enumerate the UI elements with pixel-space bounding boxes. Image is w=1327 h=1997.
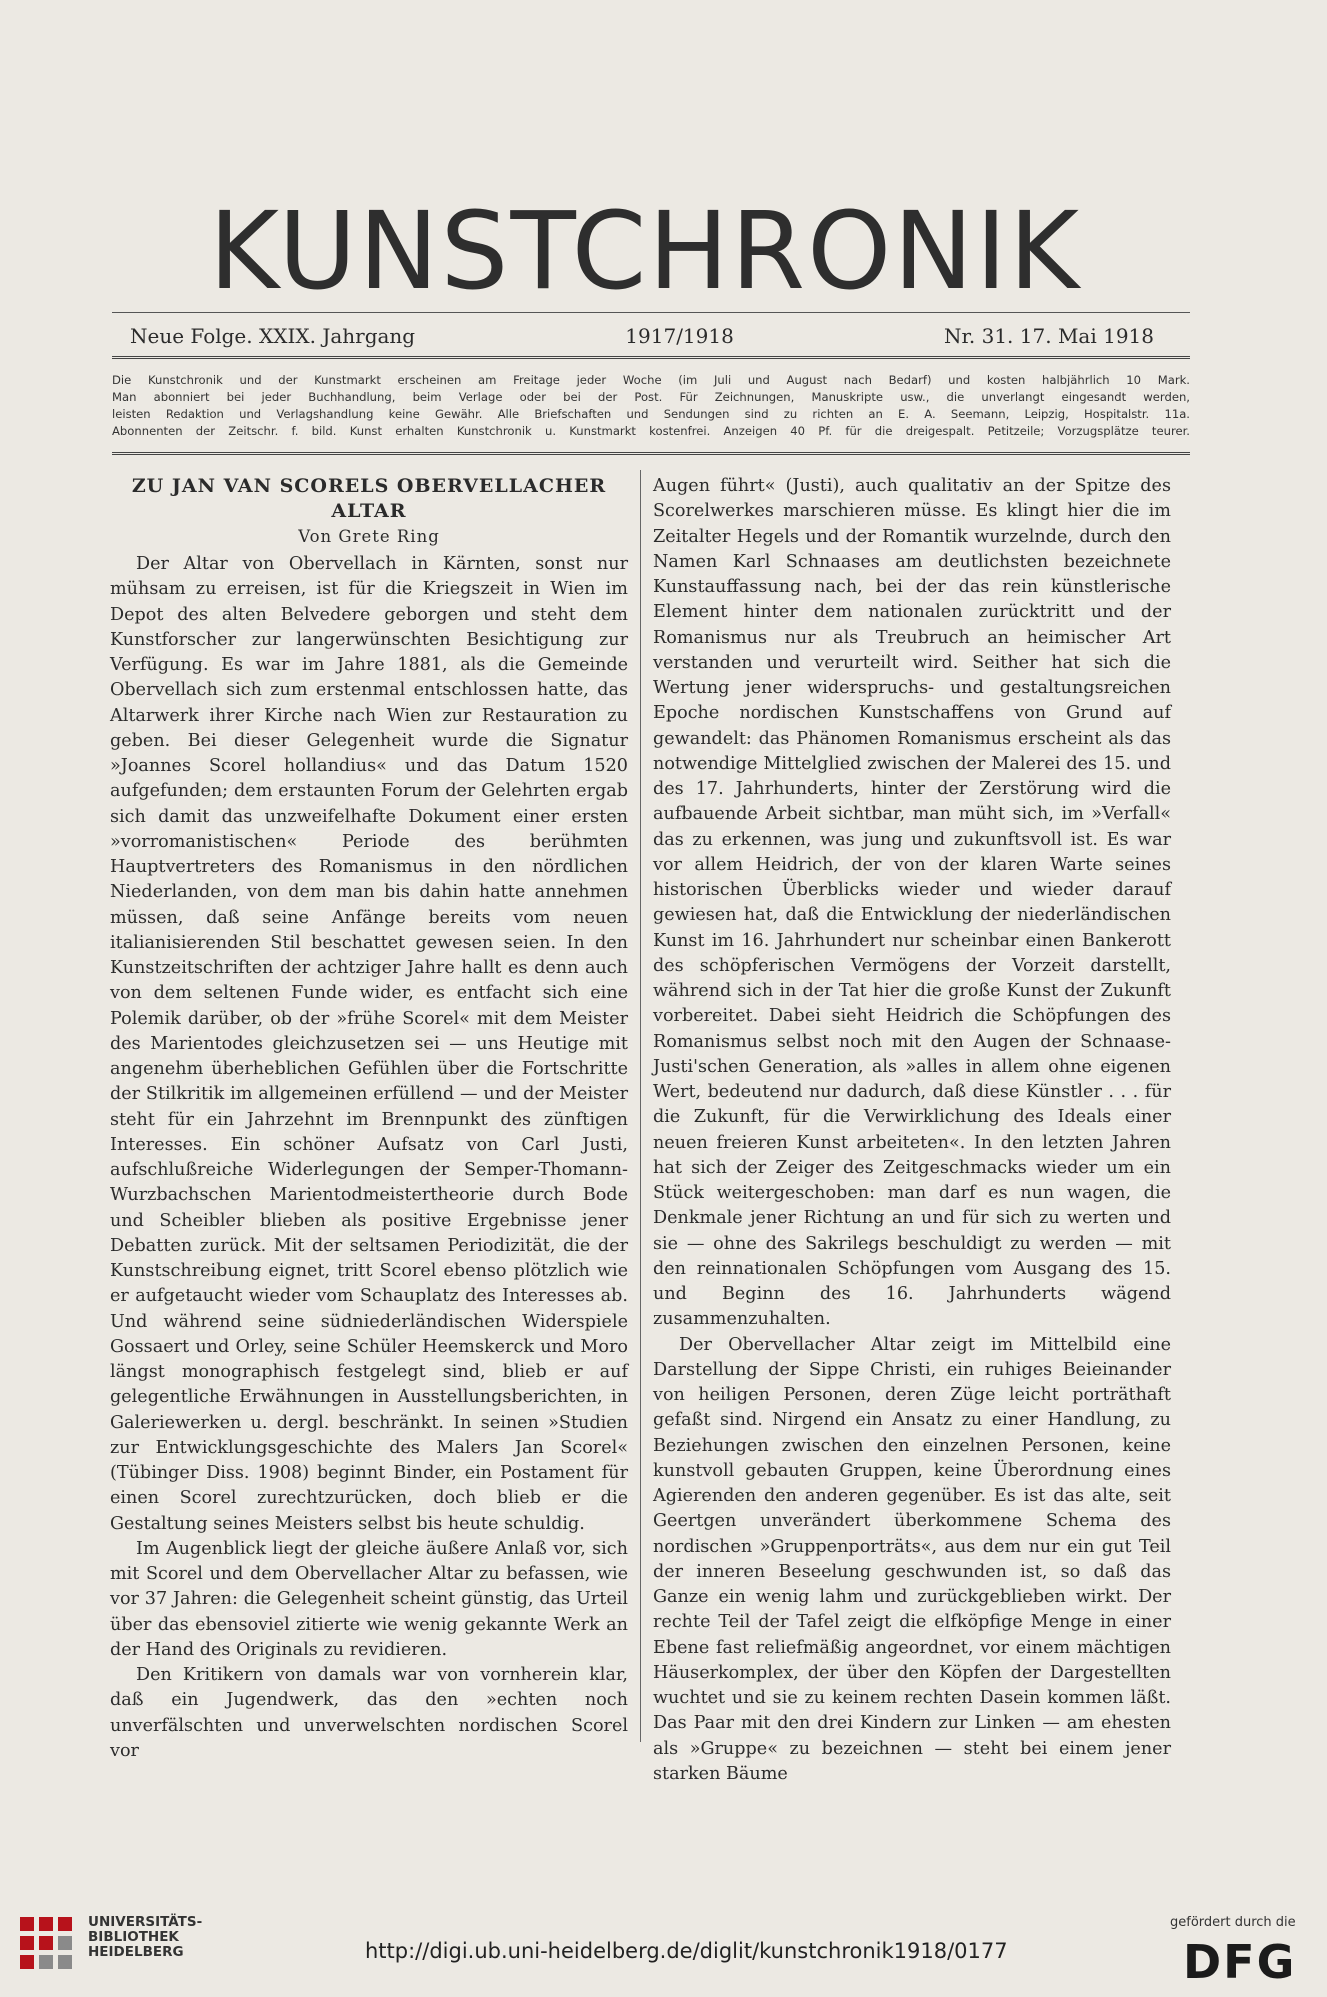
article-byline: Von Grete Ring — [298, 527, 440, 546]
notice-line: Abonnenten der Zeitschr. f. bild. Kunst erhalten Kunstchronik u. Kunstmarkt kostenfrei. Anzeigen 40 Pf. für die dreigespalt. Petitzeile; Vorzugsplätze teurer. — [112, 424, 1190, 438]
article-paragraph: Augen führt« (Justi), auch qualitativ an der Spitze des Scorelwerkes marschieren müsse. Es klingt hier die im Zeitalter Hegels und der Romantik wurzelnde, durch den Namen Karl Schnaases am deutlichsten bezeichnete Kunstauffassung nach, bei der das rein künstlerische Element hinter dem nationalen zurücktritt und der Romanismus nur als Treubruch an heimischer Art verstanden und verurteilt wird. Seither hat sich die Wertung jener widerspruchs- und gestaltungsreichen Epoche nordischen Kunstschaffens von Grund auf gewandelt: das Phänomen Romanismus erscheint als das notwendige Mittelglied zwischen der Malerei des 15. und des 17. Jahrhunderts, hinter der Zerstörung wird die aufbauende Arbeit sichtbar, man müht sich, im »Verfall« das zu erkennen, was jung und zukunftsvoll ist. Es war vor allem Heidrich, der von der klaren Warte seines historischen Überblicks wieder und wieder darauf gewiesen hat, daß die Entwicklung der niederländischen Kunst im 16. Jahrhundert nur scheinbar einen Bankerott des schöpferischen Vermögens der Vorzeit darstellt, während sich in der Tat hier die große Kunst der Zukunft vorbereitet. Dabei sieht Heidrich die Schöpfungen des Romanismus selbst noch mit den Augen der Schnaase-Justi'schen Generation, als »alles in allem ohne eigenen Wert, bedeutend nur dadurch, daß diese Künstler . . . für die Zukunft, für die Verwirklichung des Ideals einer neuen freieren Kunst arbeiteten«. In den letzten Jahren hat sich der Zeiger des Zeitgeschmacks wieder um ein Stück weitergeschoben: man darf es nun wagen, die Denkmale jener Richtung an und für sich zu werten und sie — ohne des Sakrilegs beschuldigt zu werden — mit den reinnationalen Schöpfungen vom Ausgang des 15. und Beginn des 16. Jahrhunderts wägend zusammenzuhalten. — [653, 476, 1171, 1330]
library-name-line: UNIVERSITÄTS- — [88, 1914, 203, 1930]
library-name-line: HEIDELBERG — [88, 1944, 184, 1960]
masthead-title: KUNSTCHRONIK — [208, 190, 1082, 314]
notice-line: Man abonniert bei jeder Buchhandlung, beim Verlage oder bei der Post. Für Zeichnungen, Manuskripte usw., die unverlangt eingesandt werden, — [112, 390, 1190, 404]
volume-years: 1917/1918 — [625, 324, 734, 348]
article-title: ZU JAN VAN SCORELS OBERVELLACHER ALTAR — [131, 475, 607, 522]
notice-line: leisten Redaktion und Verlagshandlung keine Gewähr. Alle Briefschaften und Sendungen sind zu richten an E. A. Seemann, Leipzig, Hospitalstr. 11a. — [112, 407, 1190, 421]
article-paragraph: Im Augenblick liegt der gleiche äußere Anlaß vor, sich mit Scorel und dem Obervellacher Altar zu befassen, wie vor 37 Jahren: die Gelegenheit scheint günstig, das Urteil über das ebensoviel zitierte wie wenig gekannte Werk an der Hand des Originals zu revidieren. — [110, 1538, 628, 1660]
university-library-logo-icon — [14, 1911, 78, 1975]
folio-rule — [112, 356, 1190, 359]
sponsor-note: gefördert durch die — [1170, 1915, 1296, 1930]
folio-line — [130, 323, 1154, 349]
article-paragraph: Den Kritikern von damals war von vornherein klar, daß ein Jugendwerk, das den »echten noch unverfälschten und unverwelschten nordischen Scorel vor — [110, 1665, 628, 1761]
column-divider — [640, 470, 641, 1742]
dfg-logo: DFG — [1183, 1935, 1297, 1989]
subscription-notice — [112, 372, 1190, 440]
digitization-footer — [0, 1897, 1327, 1997]
notice-line: Die Kunstchronik und der Kunstmarkt erscheinen am Freitage jeder Woche (im Juli und August nach Bedarf) und kosten halbjährlich 10 Mark. — [112, 373, 1190, 387]
issue-date: Nr. 31. 17. Mai 1918 — [944, 324, 1154, 348]
series-volume: Neue Folge. XXIX. Jahrgang — [130, 324, 416, 348]
article-paragraph: Der Altar von Obervellach in Kärnten, sonst nur mühsam zu erreisen, ist für die Kriegszeit in Wien im Depot des alten Belvedere geborgen und steht dem Kunstforscher zur langerwünschten Besichtigung zur Verfügung. Es war im Jahre 1881, als die Gemeinde Obervellach sich zum erstenmal entschlossen hatte, das Altarwerk ihrer Kirche nach Wien zur Restauration zu geben. Bei dieser Gelegenheit wurde die Signatur »Joannes Scorel hollandius« und das Datum 1520 aufgefunden; dem erstaunten Forum der Gelehrten ergab sich damit das unzweifelhafte Dokument einer ersten »vorromanistischen« Periode des berühmten Hauptvertreters des Romanismus in den nördlichen Niederlanden, von dem man bis dahin hatte annehmen müssen, daß seine Anfänge bereits vom neuen italianisierenden Stil beschattet gewesen seien. In den Kunstzeitschriften der achtziger Jahre hallt es denn auch von dem seltenen Funde wider, es entfacht sich eine Polemik darüber, ob der »frühe Scorel« mit dem Meister des Marientodes gleichzusetzen sei — uns Heutige mit angenehm überheblichen Gefühlen über die Fortschritte der Stilkritik im allgemeinen erfüllend — und der Meister steht für ein Jahrzehnt im Brennpunkt des zünftigen Interesses. Ein schöner Aufsatz von Carl Justi, aufschlußreiche Widerlegungen der Semper-Thomann-Wurzbachschen Marientodmeistertheorie durch Bode und Scheibler blieben als positive Ergebnisse jener Debatten zurück. Mit der seltsamen Periodizität, die der Kunstschreibung eignet, tritt Scorel ebenso plötzlich wie er aufgetaucht wieder vom Schauplatz des Interesses ab. Und während seine südniederländischen Widerspiele Gossaert und Orley, seine Schüler Heemskerck und Moro längst monographisch festgelegt sind, blieb er auf gelegentliche Erwähnungen in Ausstellungsberichten, in Galeriewerken u. dergl. beschränkt. In seinen »Studien zur Entwicklungsgeschichte des Malers Jan Scorel« (Tübinger Diss. 1908) beginnt Binder, ein Postament für einen Scorel zurechtzurücken, doch blieb er die Gestaltung seines Meisters selbst bis heute schuldig. — [110, 554, 628, 1534]
masthead-rule — [112, 312, 1190, 313]
article-paragraph: Der Obervellacher Altar zeigt im Mittelbild eine Darstellung der Sippe Christi, ein ruhiges Beieinander von heiligen Personen, deren Züge leicht porträthaft gefaßt sind. Nirgend ein Ansatz zu einer Handlung, zu Beziehungen zwischen den einzelnen Personen, keine kunstvoll gebauten Gruppen, keine Überordnung eines Agierenden den anderen gegenüber. Es ist das alte, seit Geertgen unverändert überkommene Schema des nordischen »Gruppenporträts«, aus dem nur ein gut Teil der inneren Beseelung geschwunden ist, so daß das Ganze ein wenig lahm und zurückgeblieben wirkt. Der rechte Teil der Tafel zeigt die elfköpfige Menge in einer Ebene fast reliefmäßig angeordnet, vor einem mächtigen Häuserkomplex, der über den Köpfen der Dargestellten wuchtet und sie zu keinem rechten Dasein kommen läßt. Das Paar mit den drei Kindern zur Linken — am ehesten als »Gruppe« zu bezeichnen — steht bei einem jener starken Bäume — [653, 1334, 1171, 1784]
right-column — [653, 474, 1171, 1787]
notice-rule — [112, 452, 1190, 455]
permalink-url[interactable]: http://digi.ub.uni-heidelberg.de/diglit/kunstchronik1918/0177 — [365, 1939, 1008, 1963]
left-column — [110, 474, 628, 1764]
library-name-line: BIBLIOTHEK — [88, 1929, 179, 1945]
library-name — [88, 1915, 202, 1960]
